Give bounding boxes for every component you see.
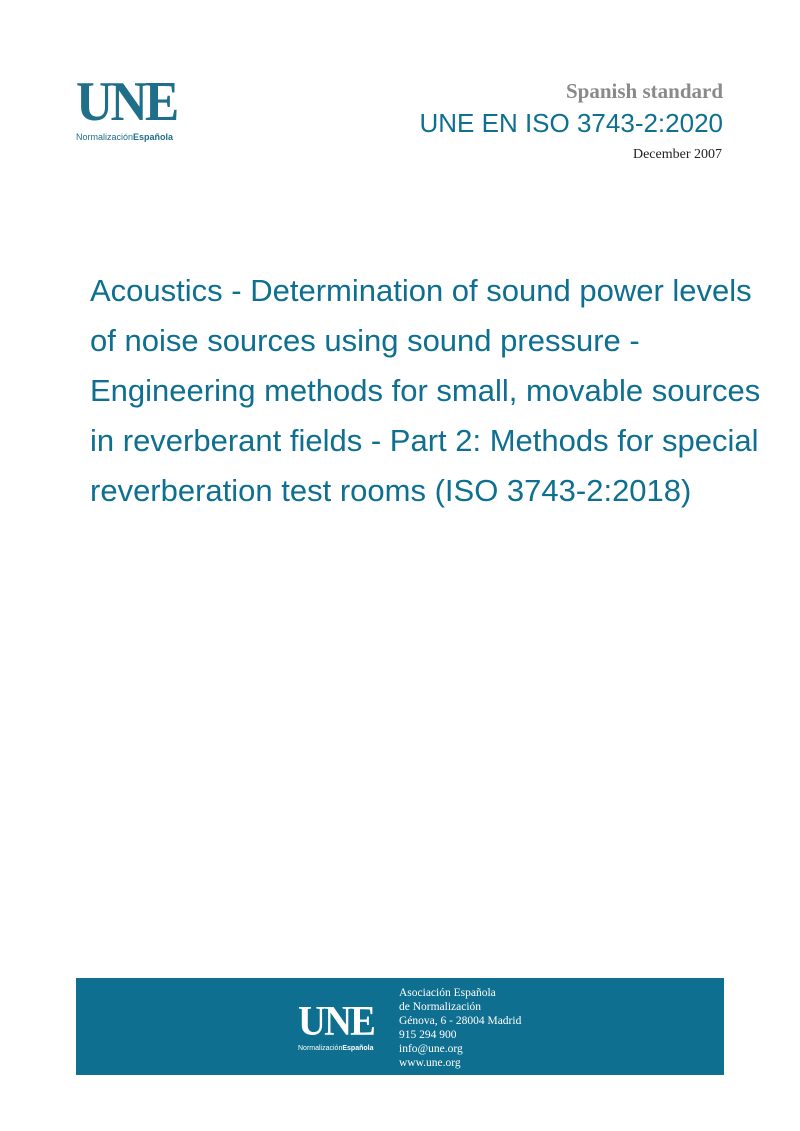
footer-logo-sub-normal: Normalización (298, 1045, 343, 1052)
footer-address: Génova, 6 - 28004 Madrid (399, 1015, 522, 1027)
footer-phone: 915 294 900 (399, 1029, 457, 1041)
footer-logo-wordmark: UNE (298, 999, 375, 1045)
une-logo (76, 71, 206, 142)
logo-subtitle (76, 132, 206, 142)
logo-sub-normal: Normalización (76, 132, 134, 142)
logo-sub-bold: Española (133, 132, 174, 142)
standard-header (420, 78, 724, 164)
standard-date: December 2007 (632, 147, 722, 162)
footer-website[interactable]: www.une.org (399, 1057, 461, 1069)
footer-banner (76, 978, 724, 1075)
logo-wordmark: UNE (76, 71, 177, 133)
footer-logo-sub-bold: Española (342, 1045, 374, 1052)
standard-kind: Spanish standard (566, 79, 723, 103)
footer-contact (399, 986, 521, 1070)
footer-email[interactable]: info@une.org (399, 1043, 463, 1055)
footer-org-line-2: de Normalización (399, 1001, 482, 1013)
document-title: Acoustics - Determination of sound power levels of noise sources using sound pressure - Engineering methods for small, movable sources in reverberant fields - Part 2: Methods for special reverberation test rooms (ISO 3743-2:2018) (90, 273, 761, 508)
footer-logo-subtitle (298, 1045, 408, 1052)
footer-une-logo (298, 999, 408, 1052)
footer-org-line-1: Asociación Española (399, 987, 496, 999)
standard-code: UNE EN ISO 3743-2:2020 (419, 108, 723, 138)
